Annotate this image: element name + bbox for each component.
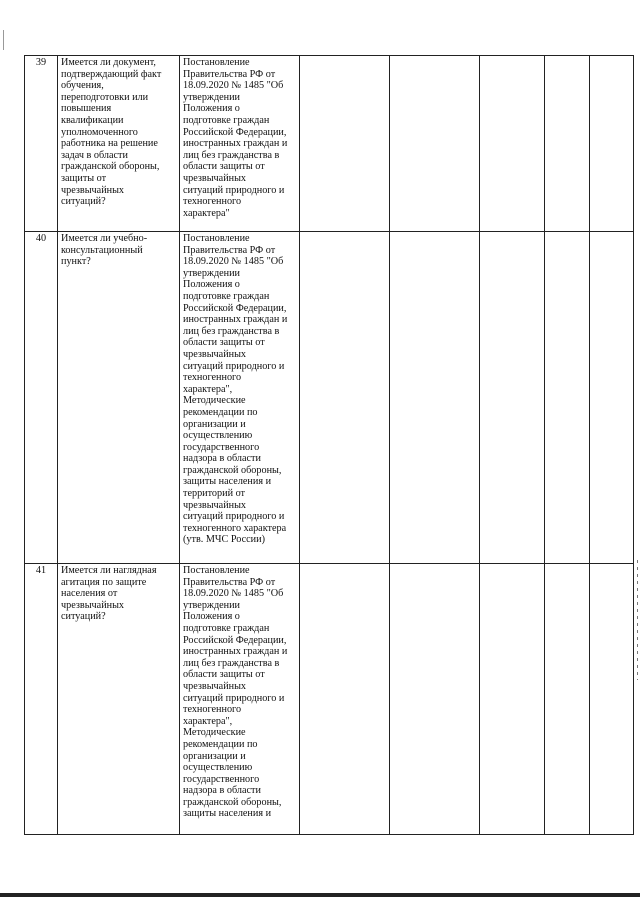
scan-artifact-left [3, 30, 4, 50]
legal-reference-cell: Постановление Правительства РФ от 18.09.2020 № 1485 "Об утверждении Положения о подготовке граждан Российской Федерации, иностранных граждан и лиц без гражданства в области защиты от чрезвычайных ситуаций природного и техногенного характера", Методические рекомендации по организации и осуществлению государственного надзора в области гражданской обороны, защиты населения и [180, 564, 300, 835]
note-cell [590, 232, 634, 564]
answer-cell-extra [545, 56, 590, 232]
answer-cell-no [390, 232, 480, 564]
answer-cell-extra [545, 232, 590, 564]
table-row [25, 56, 634, 232]
note-cell [590, 564, 634, 835]
answer-cell-not-applicable [480, 56, 545, 232]
legal-reference-cell: Постановление Правительства РФ от 18.09.2020 № 1485 "Об утверждении Положения о подготовке граждан Российской Федерации, иностранных граждан и лиц без гражданства в области защиты от чрезвычайных ситуаций природного и техногенного характера" [180, 56, 300, 232]
checklist-table [24, 55, 634, 835]
answer-cell-no [390, 564, 480, 835]
answer-cell-yes [300, 564, 390, 835]
answer-cell-yes [300, 232, 390, 564]
table-row [25, 564, 634, 835]
row-number: 41 [25, 564, 58, 835]
scan-artifact-right [637, 560, 638, 680]
question-cell: Имеется ли наглядная агитация по защите населения от чрезвычайных ситуаций? [58, 564, 180, 835]
answer-cell-extra [545, 564, 590, 835]
answer-cell-no [390, 56, 480, 232]
row-number: 39 [25, 56, 58, 232]
row-number: 40 [25, 232, 58, 564]
table-row [25, 232, 634, 564]
question-cell: Имеется ли документ, подтверждающий факт обучения, переподготовки или повышения квалификации уполномоченного работника на решение задач в области гражданской обороны, защиты от чрезвычайных ситуаций? [58, 56, 180, 232]
page-bottom-edge [0, 893, 640, 897]
question-cell: Имеется ли учебно- консультационный пункт? [58, 232, 180, 564]
legal-reference-cell: Постановление Правительства РФ от 18.09.2020 № 1485 "Об утверждении Положения о подготовке граждан Российской Федерации, иностранных граждан и лиц без гражданства в области защиты от чрезвычайных ситуаций природного и техногенного характера", Методические рекомендации по организации и осуществлению государственного надзора в области гражданской обороны, защиты населения и территорий от чрезвычайных ситуаций природного и техногенного характера (утв. МЧС России) [180, 232, 300, 564]
answer-cell-not-applicable [480, 564, 545, 835]
answer-cell-yes [300, 56, 390, 232]
answer-cell-not-applicable [480, 232, 545, 564]
note-cell [590, 56, 634, 232]
